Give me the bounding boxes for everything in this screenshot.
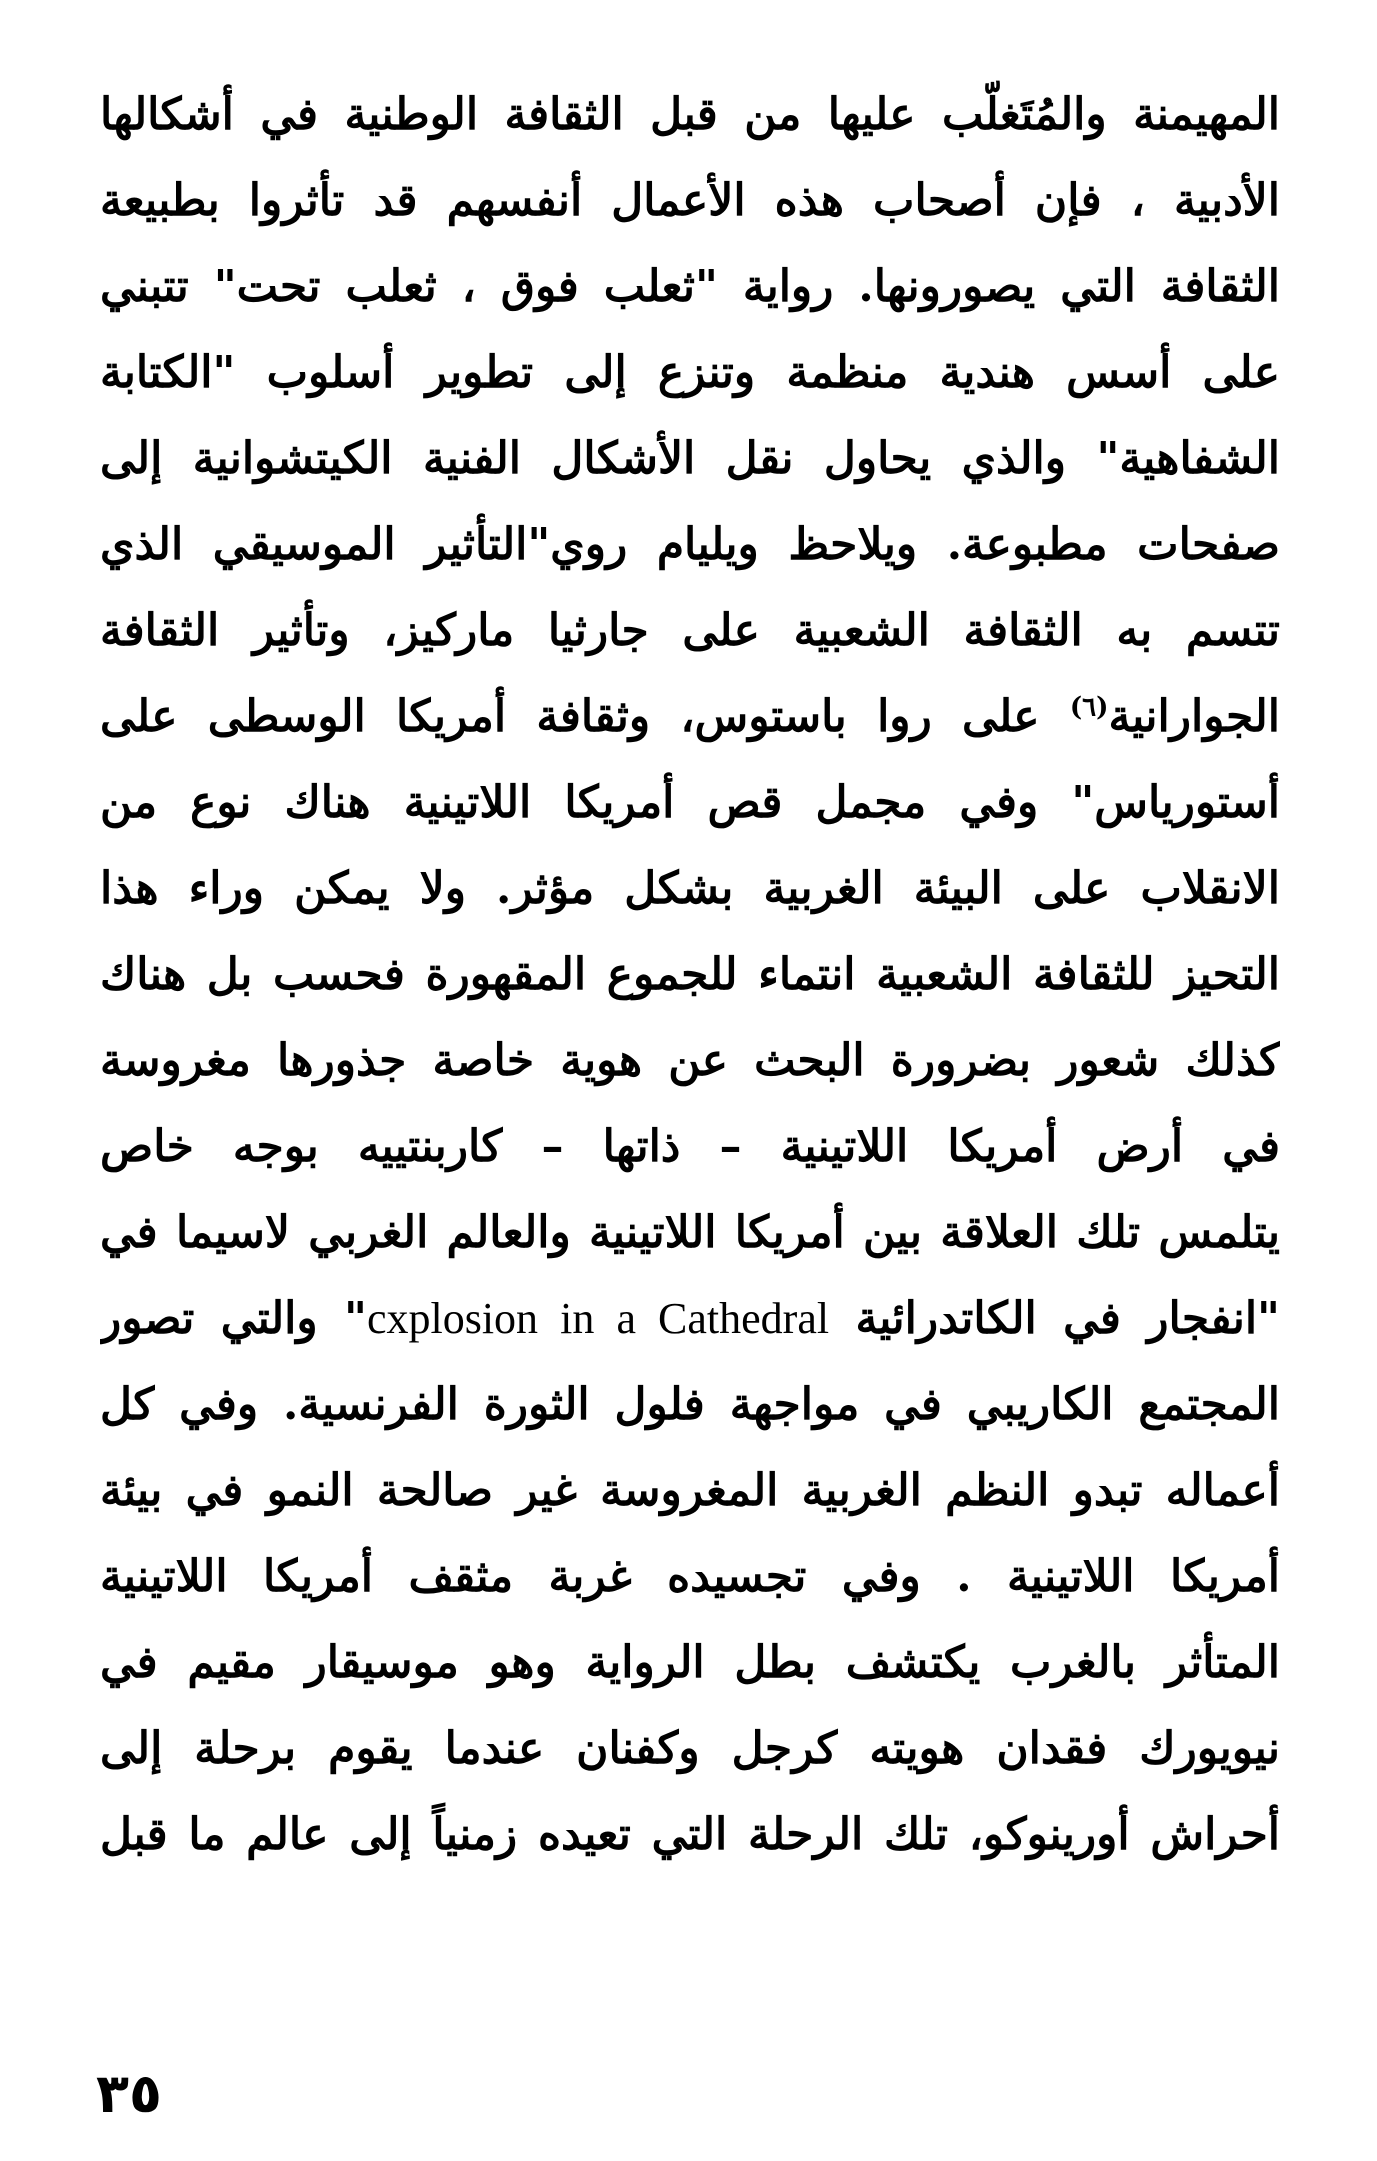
text-line-with-footnote (100, 674, 1280, 760)
text-line: الثقافة التي يصورونها. رواية "ثعلب فوق ، ثعلب تحت" تتبني (100, 261, 1280, 312)
text-line: الانقلاب على البيئة الغربية بشكل مؤثر. ولا يمكن وراء هذا (100, 863, 1280, 914)
footnote-marker: (٦) (1069, 692, 1109, 723)
text-fragment: الجوارانية (1108, 691, 1280, 742)
text-fragment: " (344, 1293, 367, 1344)
text-fragment: والتي تصور (100, 1293, 318, 1344)
text-line: الشفاهية" والذي يحاول نقل الأشكال الفنية الكيتشوانية إلى (100, 433, 1280, 484)
text-line: التحيز للثقافة الشعبية انتماء للجموع المقهورة فحسب بل هناك (100, 949, 1280, 1000)
body-text (100, 72, 1280, 1878)
text-line: أحراش أورينوكو، تلك الرحلة التي تعيده زمنياً إلى عالم ما قبل (100, 1809, 1280, 1860)
text-line: أستورياس" وفي مجمل قص أمريكا اللاتينية هناك نوع من (100, 777, 1280, 828)
english-title: cxplosion in a Cathedral (366, 1294, 830, 1343)
text-line: صفحات مطبوعة. ويلاحظ ويليام روي"التأثير الموسيقي الذي (100, 519, 1280, 570)
text-line: على أسس هندية منظمة وتنزع إلى تطوير أسلوب "الكتابة (100, 347, 1280, 398)
text-line: المتأثر بالغرب يكتشف بطل الرواية وهو موسيقار مقيم في (100, 1637, 1280, 1688)
text-line-with-english-title (100, 1276, 1280, 1362)
text-line: يتلمس تلك العلاقة بين أمريكا اللاتينية والعالم الغربي لاسيما في (100, 1207, 1280, 1258)
text-line: المهيمنة والمُتَغلّب عليها من قبل الثقافة الوطنية في أشكالها (100, 89, 1280, 140)
text-line: كذلك شعور بضرورة البحث عن هوية خاصة جذورها مغروسة (100, 1035, 1280, 1086)
text-line: في أرض أمريكا اللاتينية – ذاتها – كاربنتييه بوجه خاص (100, 1121, 1280, 1172)
text-line: نيويورك فقدان هويته كرجل وكفنان عندما يقوم برحلة إلى (100, 1723, 1280, 1774)
text-line: أمريكا اللاتينية . وفي تجسيده غربة مثقف أمريكا اللاتينية (100, 1551, 1280, 1602)
text-line: تتسم به الثقافة الشعبية على جارثيا ماركيز، وتأثير الثقافة (100, 605, 1280, 656)
page-number: ٣٥ (96, 2062, 162, 2125)
text-fragment: على روا باستوس، وثقافة أمريكا الوسطى على (100, 691, 1040, 742)
text-line: أعماله تبدو النظم الغربية المغروسة غير صالحة النمو في بيئة (100, 1465, 1280, 1516)
text-line: الأدبية ، فإن أصحاب هذه الأعمال أنفسهم قد تأثروا بطبيعة (100, 175, 1280, 226)
text-fragment: "انفجار في الكاتدرائية (855, 1293, 1280, 1344)
text-line: المجتمع الكاريبي في مواجهة فلول الثورة الفرنسية. وفي كل (100, 1379, 1280, 1430)
